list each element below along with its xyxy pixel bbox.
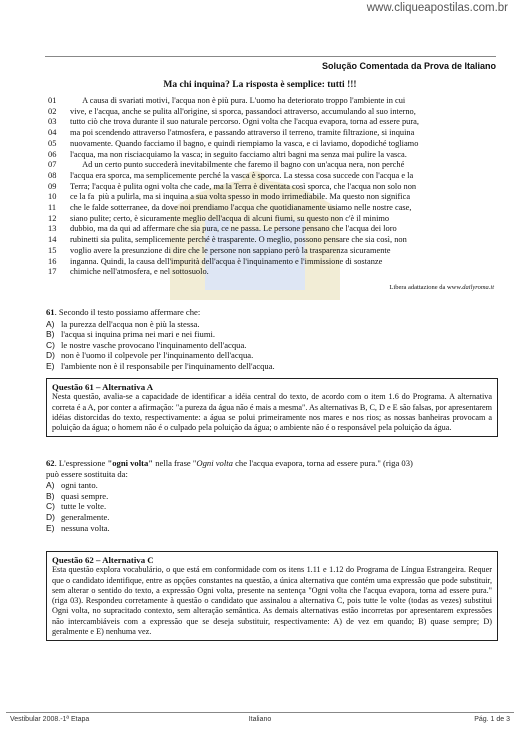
option-e[interactable]: [46, 523, 498, 534]
option-text: ogni tanto.: [61, 480, 98, 491]
passage-line: [48, 182, 498, 193]
line-text: vive, e l'acqua, anche se pulita all'origine, si sporca, passandoci attraverso, accumulando al suo interno,: [70, 106, 416, 116]
answer-62-box: [46, 551, 498, 641]
passage-line: [48, 235, 498, 246]
option-text: l'ambiente non è il responsabile per l'inquinamento dell'acqua.: [61, 360, 275, 371]
line-number: 13: [48, 224, 57, 234]
line-text: Terra; l'acqua è pulita ogni volta che cade, ma la Terra è diventata così sporca, che l'acqua non solo non: [70, 181, 417, 191]
passage-line: [48, 224, 498, 235]
option-a[interactable]: [46, 480, 498, 491]
passage-text: [48, 96, 498, 278]
line-number: 02: [48, 106, 57, 116]
line-text: che le falde sotterranee, da dove noi prendiamo l'acqua che quotidianamente usiamo nelle nostre case,: [70, 203, 412, 213]
option-d[interactable]: [46, 512, 498, 523]
passage-line: [48, 117, 498, 128]
line-number: 05: [48, 138, 57, 148]
passage-line: [48, 139, 498, 150]
line-text: rubinetti sia pulita, semplicemente perché è trasparente. O meglio, possono pensare che sia così, non: [70, 235, 407, 245]
line-number: 06: [48, 149, 57, 159]
passage-line: [48, 107, 498, 118]
answer-62-text: Esta questão explora vocabulário, o que está em conformidade com os itens 1.11 e 1.12 do Programa de Língua Estrangeira. Requer que o candidato identifique, entre as opções constantes na questão, a única alternativa que contém uma expressão que pode substituir, sem alterar o sentido do texto, a expressão Ogni volta, presente na sentença "Ogni volta che l'acqua evapora, torna ad essere pura." (riga 03). Respondeu corretamente à questão o candidato que assinalou a alternativa C, pois tutte le volte (todas as vezes) substitui Ogni volta, no supracitado contexto, sem alteração semântica. As demais alternativas estão incorretas por apresentarem expressões não intercambiáveis com a expressão que se deseja substituir, respectivamente: A) de vez em quando; B) quase sempre; D) geralmente e E) nenhuma vez.: [52, 565, 492, 637]
passage-line: [48, 96, 498, 107]
option-text: generalmente.: [61, 511, 110, 522]
line-text: A causa di svariati motivi, l'acqua non è più pura. L'uomo ha deteriorato troppo l'ambiente in cui: [70, 96, 406, 105]
option-letter: E): [46, 522, 55, 533]
option-e[interactable]: [46, 361, 498, 372]
passage-source: Libera adattazione da www.dailyroma.it: [389, 284, 494, 291]
option-text: tutte le volte.: [61, 501, 107, 512]
line-number: 10: [48, 192, 57, 202]
line-number: 16: [48, 256, 57, 266]
option-c[interactable]: [46, 501, 498, 512]
passage-line: [48, 257, 498, 268]
option-letter: C): [46, 339, 55, 350]
option-letter: B): [46, 329, 55, 340]
passage-line: [48, 171, 498, 182]
line-text: inganna. Quindi, la causa dell'impurità dell'acqua è l'inquinamento e l'immissione di sostanze: [70, 256, 383, 266]
line-text: tutto ciò che trova durante il suo naturale percorso. Ogni volta che l'acqua evapora, torna ad essere pura,: [70, 117, 419, 127]
option-b[interactable]: [46, 329, 498, 340]
footer-page: Pág. 1 de 3: [474, 716, 510, 723]
line-text: voglio avere la presunzione di dire che le persone non sappiano però la trasparenza sicuramente: [70, 245, 391, 255]
passage-line: [48, 203, 498, 214]
line-text: Ad un certo punto succederà inevitabilmente che faremo il bagno con un'acqua nera, non perché: [70, 160, 405, 170]
question-61: 61. Secondo il testo possiamo affermare che: A) la purezza dell'acqua non è più la stessa. B) l'acqua si inquina prima nei mari e nei fiumi. C) le nostre vasche provocano l'inquinamento dell'acqua. D) non è l'uomo il colpevole per l'inquinamento dell'acqua. E) l'ambiente non è il responsabile per l'inquinamento dell'acqua.: [46, 307, 498, 372]
passage-line: [48, 160, 498, 171]
line-number: 03: [48, 117, 57, 127]
answer-61-title: Questão 61 – Alternativa A: [52, 382, 154, 392]
line-text: ma poi scendendo attraverso l'atmosfera, e passando attraverso il terreno, tramite filtrazione, si inquina: [70, 128, 415, 138]
option-a[interactable]: [46, 319, 498, 330]
line-text: dubbio, ma da qui ad affermare che sia pura, ce ne passa. Le persone pensano che l'acqua dei loro: [70, 224, 397, 234]
option-text: quasi sempre.: [61, 490, 109, 501]
line-number: 15: [48, 245, 57, 255]
line-number: 14: [48, 235, 57, 245]
option-letter: D): [46, 350, 55, 361]
passage-title: Ma chi inquina? La risposta è semplice: tutti !!!: [163, 80, 357, 90]
passage-line: [48, 267, 498, 278]
passage-line: [48, 214, 498, 225]
passage-line: [48, 128, 498, 139]
option-letter: E): [46, 360, 55, 371]
option-text: nessuna volta.: [61, 522, 110, 533]
option-d[interactable]: [46, 350, 498, 361]
line-text: ce la fa più a pulirla, ma si inquina a sua volta spesso in modo irrimediabile. Ma questo non significa: [70, 192, 411, 202]
header-title: Solução Comentada da Prova de Italiano: [321, 61, 496, 71]
answer-61-box: [46, 378, 498, 437]
option-text: non è l'uomo il colpevole per l'inquinamento dell'acqua.: [61, 350, 254, 361]
site-url[interactable]: www.cliqueapostilas.com.br: [366, 2, 508, 14]
option-text: l'acqua si inquina prima nei mari e nei fiumi.: [61, 329, 216, 340]
option-letter: D): [46, 511, 55, 522]
passage-line: [48, 246, 498, 257]
footer-divider: [6, 712, 514, 713]
line-number: 04: [48, 128, 57, 138]
option-letter: A): [46, 480, 55, 491]
option-letter: B): [46, 490, 55, 501]
line-number: 09: [48, 181, 57, 191]
option-b[interactable]: [46, 491, 498, 502]
line-text: l'acqua era sporca, ma semplicemente perché la vasca è sporca. La stessa cosa succede con l'acqua e la: [70, 170, 414, 180]
answer-61-text: Nesta questão, avalia-se a capacidade de identificar a idéia central do texto, de acordo com o item 1.6 do Programa. A alternativa correta é a A, por conter a afirmação: "a pureza da água não é mais a mesma". As alternativas B, C, D e E são falsas, por apresentarem idéias distorcidas do texto, respectivamente: a água se polui primeiramente nos mares e nos rios; as nossas banheiras provocam a poluição da água; o homem não é o culpado pela poluição da água; o ambiente não é o responsável pela poluição da água.: [52, 392, 492, 433]
passage-line: [48, 192, 498, 203]
header-divider: [45, 56, 496, 57]
line-number: 07: [48, 160, 57, 170]
line-number: 11: [48, 203, 57, 213]
footer-left: Vestibular 2008.-1ª Etapa: [10, 716, 90, 723]
line-number: 17: [48, 267, 57, 277]
answer-62-title: Questão 62 – Alternativa C: [52, 555, 154, 565]
option-letter: A): [46, 318, 55, 329]
question-62: 62. L'espressione "ogni volta" nella frase "Ogni volta che l'acqua evapora, torna ad essere pura." (riga 03) può essere sostituita da: A) ogni tanto. B) quasi sempre. C) tutte le volte. D) generalmente. E) nessuna volta.: [46, 458, 498, 533]
line-text: nuovamente. Quando facciamo il bagno, e quindi riempiamo la vasca, e ci laviamo, dopodiché togliamo: [70, 138, 419, 148]
footer-center: Italiano: [248, 716, 272, 723]
line-text: chimiche nell'atmosfera, e nel sottosuolo.: [70, 267, 209, 277]
option-text: le nostre vasche provocano l'inquinamento dell'acqua.: [61, 339, 247, 350]
line-number: 01: [48, 96, 57, 105]
option-c[interactable]: [46, 340, 498, 351]
option-letter: C): [46, 501, 55, 512]
line-text: l'acqua, ma non risciacquiamo la vasca; in seguito facciamo altri bagni ma senza mai pulire la vasca.: [70, 149, 407, 159]
line-number: 12: [48, 213, 57, 223]
line-number: 08: [48, 170, 57, 180]
passage-line: [48, 150, 498, 161]
line-text: siano pulite; certo, è sicuramente meglio dell'acqua di alcuni fiumi, su questo non c'è il minimo: [70, 213, 390, 223]
option-text: la purezza dell'acqua non è più la stessa.: [61, 318, 200, 329]
